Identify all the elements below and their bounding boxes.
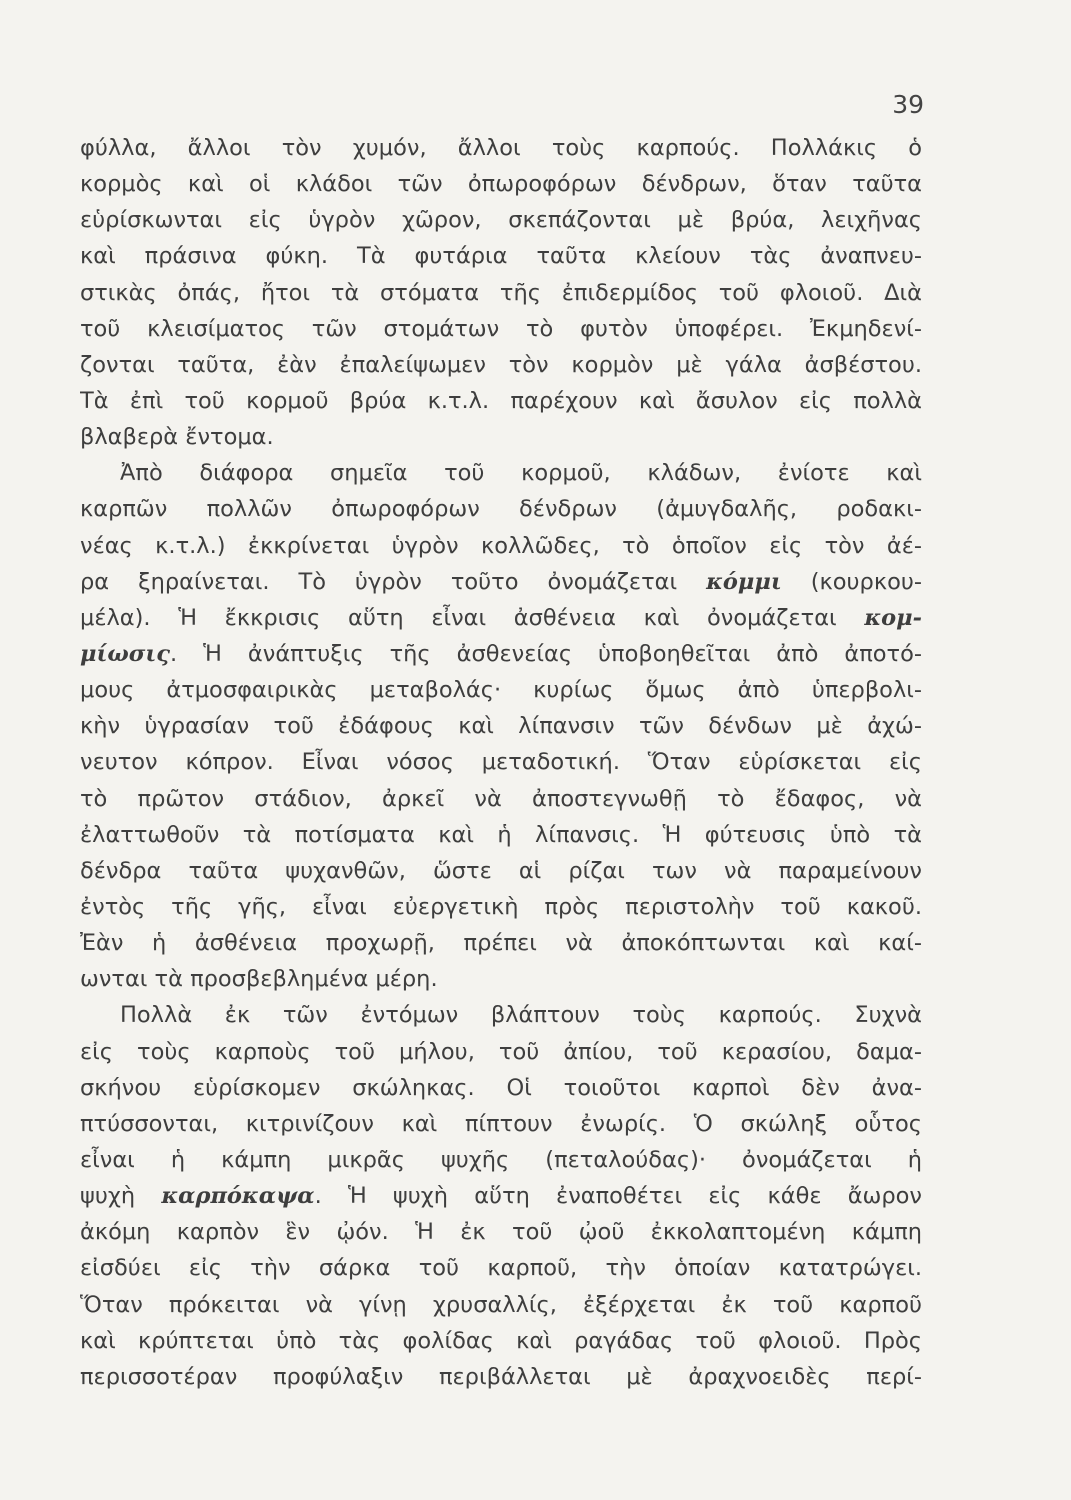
text-line	[80, 564, 922, 600]
text-line: νευτον κόπρον. Εἶναι νόσος μεταδοτική. Ὅταν εὑρίσκεται εἰς	[80, 749, 922, 776]
text-line: εἰσδύει εἰς τὴν σάρκα τοῦ καρποῦ, τὴν ὁποίαν κατατρώγει.	[80, 1255, 922, 1282]
text-line: φύλλα, ἄλλοι τὸν χυμόν, ἄλλοι τοὺς καρπούς. Πολλάκις ὁ	[80, 135, 922, 161]
text-line: ἐλαττωθοῦν τὰ ποτίσματα καὶ ἡ λίπανσις. Ἡ φύτευσις ὑπὸ τὰ	[80, 821, 922, 848]
text-line: μους ἀτμοσφαιρικὰς μεταβολάς· κυρίως ὅμως ἀπὸ ὑπερβολι-	[80, 677, 922, 704]
line-segment: ψυχὴ	[80, 1183, 162, 1210]
text-line: Ἀπὸ διάφορα σημεῖα τοῦ κορμοῦ, κλάδων, ἐνίοτε καὶ	[120, 460, 922, 487]
text-line: στικὰς ὀπάς, ἤτοι τὰ στόματα τῆς ἐπιδερμίδος τοῦ φλοιοῦ. Διὰ	[80, 279, 922, 306]
page-number: 39	[892, 90, 924, 119]
text-line: καὶ πράσινα φύκη. Τὰ φυτάρια ταῦτα κλείουν τὰς ἀναπνευ-	[80, 243, 922, 270]
text-line: καρπῶν πολλῶν ὀπωροφόρων δένδρων (ἀμυγδαλῆς, ροδακι-	[80, 496, 922, 523]
term-karpokapsa: καρπόκαψα	[161, 1183, 315, 1210]
text-line: Ἐὰν ἡ ἀσθένεια προχωρῇ, πρέπει νὰ ἀποκόπτωνται καὶ καί-	[80, 930, 922, 957]
term-kommiosis-part2: μίωσις	[80, 640, 170, 667]
text-line: τὸ πρῶτον στάδιον, ἀρκεῖ νὰ ἀποστεγνωθῇ τὸ ἔδαφος, νὰ	[80, 785, 922, 812]
line-segment: (κουρκου-	[781, 568, 922, 595]
text-line: εἰς τοὺς καρποὺς τοῦ μήλου, τοῦ ἀπίου, τοῦ κερασίου, δαμα-	[80, 1038, 922, 1065]
text-line: νέας κ.τ.λ.) ἐκκρίνεται ὑγρὸν κολλῶδες, τὸ ὁποῖον εἰς τὸν ἀέ-	[80, 532, 922, 559]
text-line: περισσοτέραν προφύλαξιν περιβάλλεται μὲ ἀραχνοειδὲς περί-	[80, 1363, 922, 1390]
text-line: τοῦ κλεισίματος τῶν στομάτων τὸ φυτὸν ὑποφέρει. Ἐκμηδενί-	[80, 315, 922, 342]
text-line: κὴν ὑγρασίαν τοῦ ἐδάφους καὶ λίπανσιν τῶν δένδων μὲ ἀχώ-	[80, 713, 922, 740]
text-line	[80, 636, 922, 672]
line-segment: . Ἡ ἀνάπτυξις τῆς ἀσθενείας ὑποβοηθεῖται ἀπὸ ἀποτό-	[169, 640, 922, 667]
line-segment: . Ἡ ψυχὴ αὕτη ἐναποθέτει εἰς κάθε ἄωρον	[314, 1183, 922, 1210]
term-komi: κόμμι	[706, 568, 782, 595]
text-line: ωνται τὰ προσβεβλημένα μέρη.	[80, 966, 438, 993]
text-line	[80, 600, 922, 636]
text-line: ἐντὸς τῆς γῆς, εἶναι εὐεργετικὴ πρὸς περιστολὴν τοῦ κακοῦ.	[80, 893, 922, 920]
text-line: ζονται ταῦτα, ἐὰν ἐπαλείψωμεν τὸν κορμὸν μὲ γάλα ἀσβέστου.	[80, 351, 922, 378]
text-line: Τὰ ἐπὶ τοῦ κορμοῦ βρύα κ.τ.λ. παρέχουν καὶ ἄσυλον εἰς πολλὰ	[80, 387, 922, 414]
text-line: εὑρίσκωνται εἰς ὑγρὸν χῶρον, σκεπάζονται μὲ βρύα, λειχῆνας	[80, 207, 922, 234]
text-line: Ὅταν πρόκειται νὰ γίνῃ χρυσαλλίς, ἐξέρχεται ἐκ τοῦ καρποῦ	[80, 1291, 922, 1318]
text-line: πτύσσονται, κιτρινίζουν καὶ πίπτουν ἐνωρίς. Ὁ σκώληξ οὗτος	[80, 1110, 922, 1137]
term-kommiosis-part1: κομ-	[864, 604, 922, 631]
text-line: δένδρα ταῦτα ψυχανθῶν, ὥστε αἱ ρίζαι των νὰ παραμείνουν	[80, 857, 922, 884]
text-line: βλαβερὰ ἔντομα.	[80, 424, 274, 451]
text-line: ἀκόμη καρπὸν ἓν ᾠόν. Ἡ ἐκ τοῦ ᾠοῦ ἐκκολαπτομένη κάμπη	[80, 1219, 922, 1246]
text-line	[80, 1178, 922, 1214]
text-line: καὶ κρύπτεται ὑπὸ τὰς φολίδας καὶ ραγάδας τοῦ φλοιοῦ. Πρὸς	[80, 1327, 922, 1354]
text-line: Πολλὰ ἐκ τῶν ἐντόμων βλάπτουν τοὺς καρπούς. Συχνὰ	[120, 1002, 922, 1029]
line-segment: μέλα). Ἡ ἔκκρισις αὕτη εἶναι ἀσθένεια καὶ ὀνομάζεται	[80, 604, 865, 631]
text-line: σκήνου εὑρίσκομεν σκώληκας. Οἱ τοιοῦτοι καρποὶ δὲν ἀνα-	[80, 1074, 922, 1101]
text-line: εἶναι ἡ κάμπη μικρᾶς ψυχῆς (πεταλούδας)· ὀνομάζεται ἡ	[80, 1146, 922, 1173]
text-line: κορμὸς καὶ οἱ κλάδοι τῶν ὀπωροφόρων δένδρων, ὅταν ταῦτα	[80, 171, 922, 198]
line-segment: ρα ξηραίνεται. Τὸ ὑγρὸν τοῦτο ὀνομάζεται	[80, 568, 707, 595]
body-text	[80, 130, 922, 1395]
